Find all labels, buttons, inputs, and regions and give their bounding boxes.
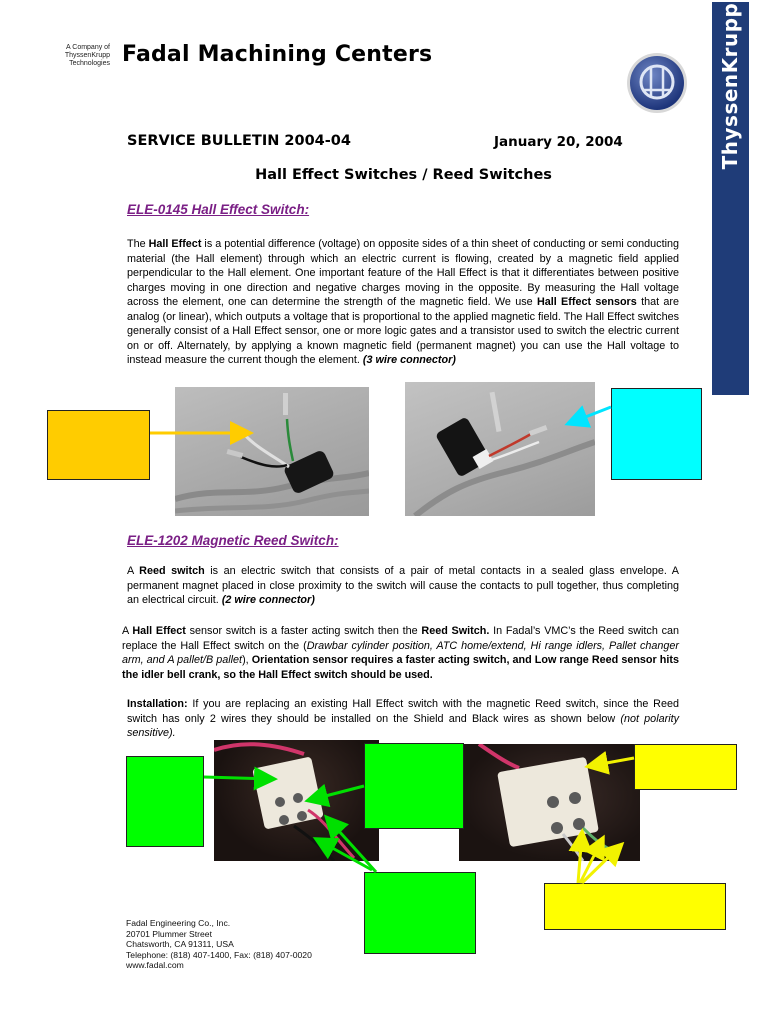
tagline-line: Technologies: [69, 60, 110, 67]
bulletin-date: January 20, 2004: [494, 134, 623, 150]
text-run: (not polarity sensitive).: [127, 712, 679, 739]
comparison-paragraph: [122, 624, 679, 682]
text-run: Drawbar cylinder position, ATC home/extend, Hi range idlers, Pallet changer arm, and A pallet/B pallet: [122, 639, 679, 666]
footer-line: www.fadal.com: [126, 960, 184, 970]
hall-switch-photo-left: [175, 387, 369, 516]
tagline-line: ThyssenKrupp: [64, 52, 110, 59]
footer-address: [126, 918, 312, 971]
footer-line: 20701 Plummer Street: [126, 928, 212, 939]
callout-box-yellow-bottom: [544, 883, 726, 930]
connector-photo-right-art: [459, 744, 640, 861]
section-heading-hall-effect: ELE-0145 Hall Effect Switch:: [127, 202, 310, 217]
footer-line: Telephone: (818) 407-1400, Fax: (818) 407-0020: [126, 949, 312, 960]
footer-line: Fadal Engineering Co., Inc.: [126, 918, 231, 928]
connector-photo-right: [459, 744, 640, 861]
text-run: A: [122, 625, 133, 637]
hall-switch-photo-right-art: [405, 382, 595, 516]
connector-photo-left: [214, 740, 379, 861]
text-run: Hall Effect: [148, 238, 202, 250]
text-run: The: [127, 238, 149, 250]
brand-name: ThyssenKrupp: [718, 2, 742, 170]
text-run: Hall Effect: [132, 625, 186, 637]
section-heading-reed-switch: ELE-1202 Magnetic Reed Switch:: [127, 533, 339, 548]
callout-box-yellow-top: [634, 744, 737, 790]
callout-box-orange: [47, 410, 150, 480]
text-run: (2 wire connector): [221, 594, 315, 606]
text-run: (3 wire connector): [362, 354, 456, 366]
text-run: Orientation sensor requires a faster acting switch, and Low range Reed sensor hits the idler bell crank, so the Hall Effect switch should be used.: [122, 654, 679, 681]
footer-line: Chatsworth, CA 91311, USA: [126, 939, 234, 949]
reed-switch-paragraph: [127, 564, 679, 608]
text-run: A: [127, 565, 140, 577]
text-run: Reed switch: [139, 565, 205, 577]
thyssenkrupp-logo-icon: [626, 52, 688, 114]
text-run: that are analog (or linear), which outputs a voltage that is proportional to the applied magnetic field. The Hall Effect switches generally consist of a Hall Effect sensor, one or more logic gates and a transistor used to switch the electric current on or off. Alternately, by applying a known magnetic field (permanent magnet) you can use the Hall voltage to instead measure the current though the element.: [127, 296, 679, 366]
text-run: Reed Switch.: [421, 625, 490, 637]
text-run: is an electric switch that consists of a pair of metal contacts in a sealed glass envelope. A permanent magnet placed in close proximity to the switch will cause the contacts to pull together, thus completing an electrical circuit.: [127, 565, 680, 606]
callout-box-cyan: [611, 388, 702, 480]
hall-switch-photo-right: [405, 382, 595, 516]
text-run: If you are replacing an existing Hall Effect switch with the magnetic Reed switch, since the Reed switch has only 2 wires they should be installed on the Shield and Black wires as shown below: [127, 698, 679, 725]
text-run: Hall Effect sensors: [536, 296, 637, 308]
brand-band: [712, 2, 749, 395]
text-run: In Fadal’s VMC’s the Reed switch can replace the Hall Effect switch on the (: [122, 625, 679, 652]
text-run: ),: [242, 654, 252, 666]
hall-switch-photo-art: [175, 387, 369, 516]
callout-box-green-bottom: [364, 872, 476, 954]
text-run: Installation:: [127, 698, 188, 710]
installation-paragraph: [127, 697, 679, 741]
company-tagline: [40, 44, 110, 68]
tagline-line: A Company of: [66, 44, 110, 51]
text-run: sensor switch is a faster acting switch then the: [185, 625, 422, 637]
bulletin-number: SERVICE BULLETIN 2004-04: [127, 133, 351, 149]
company-name: Fadal Machining Centers: [122, 42, 433, 67]
bulletin-title: Hall Effect Switches / Reed Switches: [255, 167, 552, 183]
hall-effect-paragraph: [127, 237, 679, 368]
callout-box-green-top: [364, 743, 464, 829]
text-run: is a potential difference (voltage) on opposite sides of a thin sheet of conducting or semi conducting material (the Hall element) through which an electric current is flowing, created by a magnetic field applied perpendicular to the Hall element. One important feature of the Hall Effect is that it differentiates between positive charges moving in one direction and negative charges moving in the opposite. By measuring the Hall voltage across the element, one can determine the strength of the magnetic field. We use: [127, 238, 679, 308]
connector-photo-left-art: [214, 740, 379, 861]
callout-box-green-left: [126, 756, 204, 847]
